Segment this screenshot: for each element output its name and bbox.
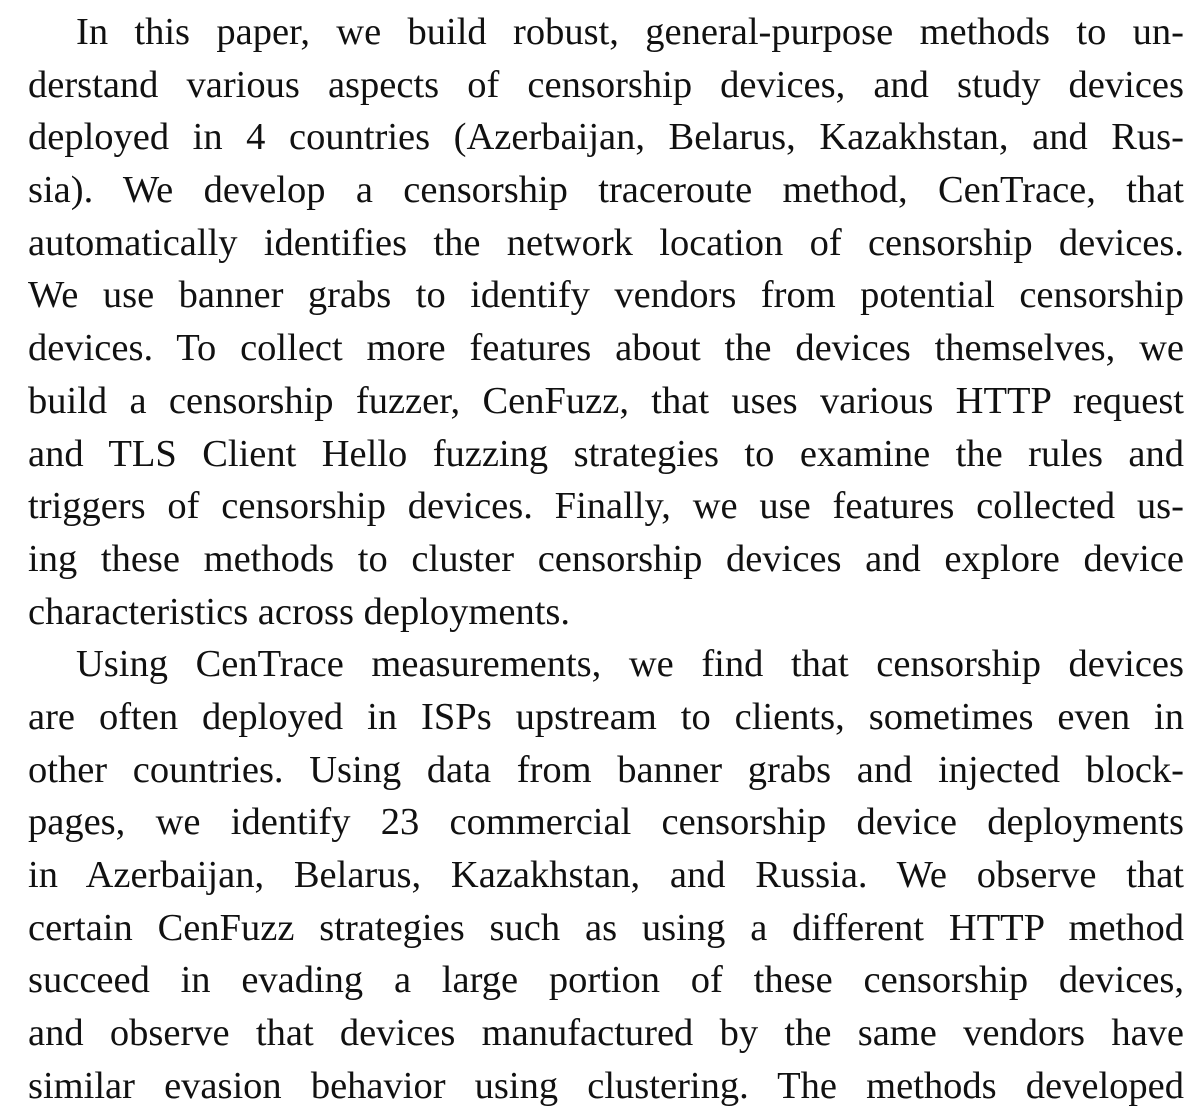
- text-line: are often deployed in ISPs upstream to clients, sometimes even in: [28, 695, 1184, 738]
- text-line: succeed in evading a large portion of these censorship devices,: [28, 959, 1184, 1002]
- text-line: We use banner grabs to identify vendors from potential censorship: [28, 274, 1184, 317]
- text-line: characteristics across deployments.: [28, 590, 571, 633]
- paragraph-2: [28, 638, 1184, 1112]
- text-line: and TLS Client Hello fuzzing strategies to examine the rules and: [28, 432, 1184, 475]
- paper-body-text: [28, 6, 1184, 1112]
- text-line: build a censorship fuzzer, CenFuzz, that uses various HTTP request: [28, 379, 1184, 422]
- text-line: pages, we identify 23 commercial censorship device deployments: [28, 801, 1184, 844]
- text-line: triggers of censorship devices. Finally, we use features collected us-: [28, 485, 1184, 528]
- text-line: In this paper, we build robust, general-purpose methods to un-: [76, 11, 1184, 53]
- text-line: similar evasion behavior using clustering. The methods developed: [28, 1064, 1184, 1107]
- text-line: and observe that devices manufactured by the same vendors have: [28, 1012, 1184, 1055]
- text-line: in Azerbaijan, Belarus, Kazakhstan, and Russia. We observe that: [28, 854, 1184, 896]
- text-line: sia). We develop a censorship traceroute method, CenTrace, that: [28, 169, 1184, 212]
- text-line: ing these methods to cluster censorship devices and explore device: [28, 537, 1184, 580]
- text-line: automatically identifies the network location of censorship devices.: [28, 221, 1184, 264]
- text-line: certain CenFuzz strategies such as using a different HTTP method: [28, 906, 1184, 949]
- text-line: derstand various aspects of censorship devices, and study devices: [28, 63, 1184, 106]
- paragraph-1: [28, 6, 1184, 638]
- text-line: other countries. Using data from banner grabs and injected block-: [28, 748, 1184, 791]
- text-line: Using CenTrace measurements, we find that censorship devices: [76, 643, 1184, 686]
- text-line: deployed in 4 countries (Azerbaijan, Belarus, Kazakhstan, and Rus-: [28, 116, 1184, 159]
- text-line: devices. To collect more features about the devices themselves, we: [28, 327, 1184, 370]
